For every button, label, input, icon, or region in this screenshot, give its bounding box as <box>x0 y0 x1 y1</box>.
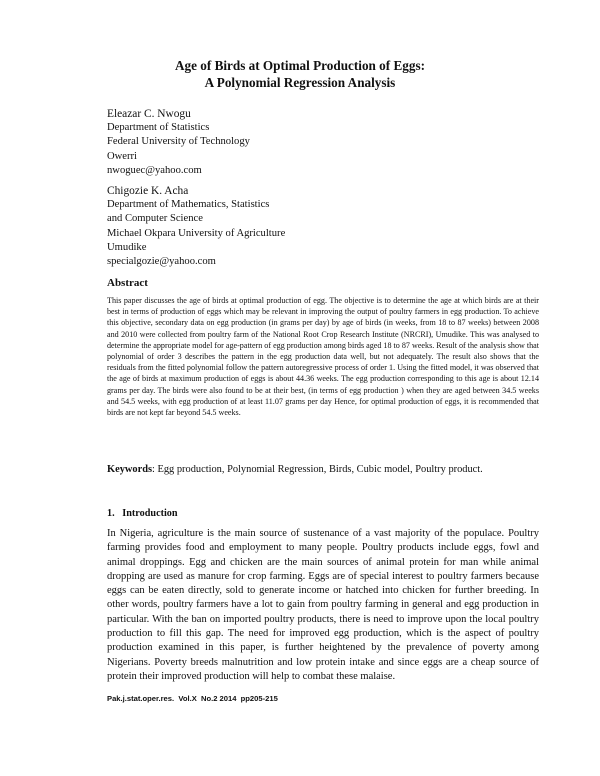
author-email: nwoguec@yahoo.com <box>107 164 202 176</box>
author-block-1 <box>107 107 537 178</box>
paper-title-line-2: A Polynomial Regression Analysis <box>204 75 396 90</box>
author-affiliation-line: Department of Mathematics, Statistics <box>107 199 270 211</box>
author-name: Eleazar C. Nwogu <box>107 108 191 120</box>
author-affiliation-line: Owerri <box>107 150 138 162</box>
keywords-label: Keywords <box>107 464 153 475</box>
author-block-2 <box>107 184 537 269</box>
journal-footer: Pak.j.stat.oper.res. Vol.X No.2 2014 pp205-215 <box>107 694 278 703</box>
abstract-heading: Abstract <box>107 277 148 289</box>
author-email: specialgozie@yahoo.com <box>107 256 216 268</box>
paper-title-line-1: Age of Birds at Optimal Production of Eggs: <box>175 58 425 73</box>
author-affiliation-line: Michael Okpara University of Agriculture <box>107 227 286 239</box>
keywords-text: : Egg production, Polynomial Regression, Birds, Cubic model, Poultry product. <box>152 464 483 475</box>
author-affiliation-line: Federal University of Technology <box>107 136 250 148</box>
author-affiliation-line: and Computer Science <box>107 213 203 225</box>
author-affiliation-line: Umudike <box>107 241 147 253</box>
author-name: Chigozie K. Acha <box>107 185 189 197</box>
section-heading-introduction: 1. Introduction <box>107 508 178 519</box>
introduction-text: In Nigeria, agriculture is the main source of sustenance of a vast majority of the populace. Poultry farming provides food and employment to many people. Poultry products include eggs, fowl and animal droppings. Egg and chicken are the main sources of animal protein for man while animal dropping are used as manure for crop farming. Eggs are of special interest to poultry farmers because eggs can be eaten directly, sold to generate income or hatched into chicken for further breeding. In other words, poultry farmers have a lot to gain from poultry farming in general and egg production in particular. With the ban on imported poultry products, there is need to improve upon the local poultry production to fill this gap. The need for improved egg production, which is the aspect of poultry production examined in this paper, is further heightened by the prevalence of poverty among Nigerians. Poverty breeds malnutrition and low protein intake and since eggs are a cheap source of protein their improved production will help to combat these malaise. <box>107 528 539 682</box>
abstract-text: This paper discusses the age of birds at optimal production of egg. The objective is to determine the age at which birds are at their best in terms of production of eggs which may be relevant in improving the output of poultry farmers in egg production. To achieve this objective, secondary data on egg production (in grams per day) by age of birds (in weeks, from 18 to 87 weeks) between 2008 and 2010 were collected from poultry farm of the National Root Crop Research Institute (NRCRI), Umudike. This was analysed to determine the appropriate model for age-pattern of egg production among birds aged 18 to 87 weeks. Result of the analysis show that polynomial of order 3 describes the pattern in the egg production data well, but not adequately. The result also shows that the residuals from the fitted polynomial follow the pattern autoregressive process of order 1. Using the fitted model, it was observed that the age of birds at maximum production of eggs is about 44.36 weeks. The egg production corresponding to this age is about 12.14 grams per day. The birds were also found to be at their best, (in terms of egg production ) when they are aged between 34.5 weeks and 54.5 weeks, with egg production of at least 11.07 grams per day Hence, for optimal production of eggs, it is recommended that birds are not kept far beyond 54.5 weeks. <box>107 296 539 418</box>
keywords <box>107 462 539 477</box>
author-affiliation-line: Department of Statistics <box>107 122 210 134</box>
